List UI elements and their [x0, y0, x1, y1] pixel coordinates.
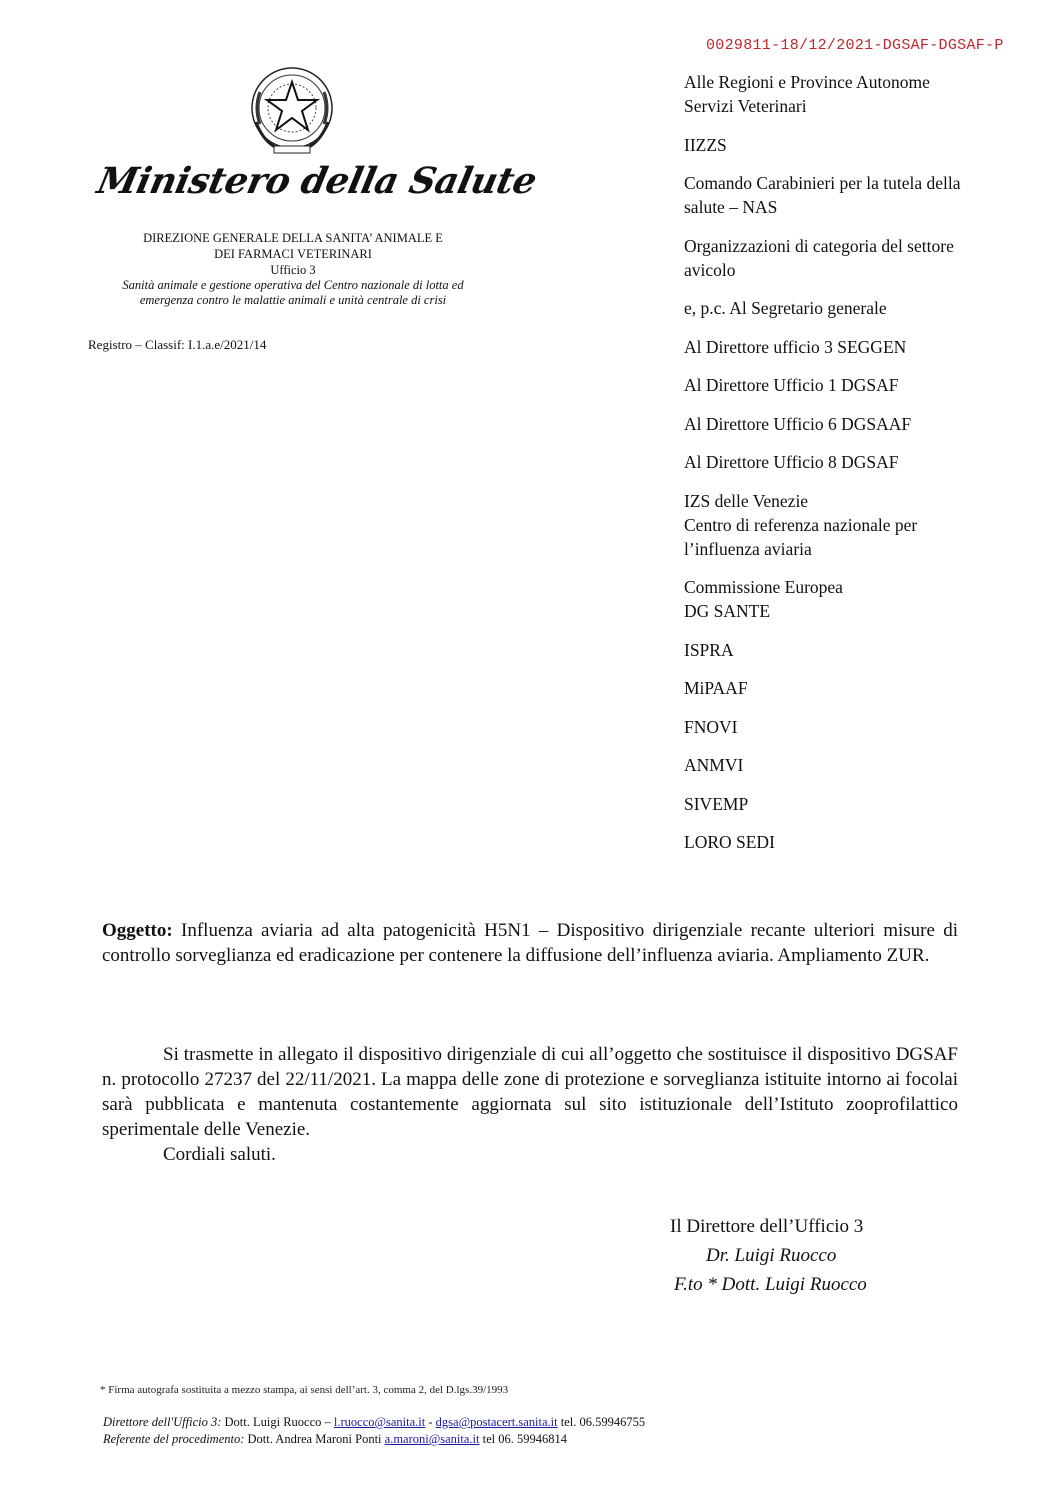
signed-by: F.to * Dott. Luigi Ruocco — [674, 1274, 867, 1295]
body-paragraph: Si trasmette in allegato il dispositivo dirigenziale di cui all’oggetto che sostituisce il dispositivo DGSAF n. protocollo 27237 del 22/11/2021. La mappa delle zone di protezione e sorveglianza istituite intorno ai focolai sarà pubblicata e mantenuta costantemente aggiornata sul sito istituzionale dell’Istituto zooprofilattico sperimentale delle Venezie. — [102, 1044, 958, 1140]
footnote-text: Firma autografa sostituita a mezzo stampa, ai sensi dell’art. 3, comma 2, del D.lgs.39/1993 — [108, 1384, 509, 1396]
protocol-number: 0029811-18/12/2021-DGSAF-DGSAF-P — [706, 37, 1004, 54]
signature-block — [670, 1212, 910, 1299]
signer-title: Il Direttore dell’Ufficio 3 — [670, 1216, 864, 1237]
recipient: Al Direttore Ufficio 6 DGSAAF — [684, 413, 912, 434]
department-block — [88, 230, 498, 308]
footnote — [100, 1384, 508, 1396]
direction-line-2: DEI FARMACI VETERINARI — [214, 247, 372, 261]
director-phone: tel. 06.59946755 — [560, 1415, 646, 1429]
signer-name: Dr. Luigi Ruocco — [706, 1245, 837, 1266]
recipient: IZS delle Venezie Centro di referenza nazionale per l’influenza aviaria — [684, 490, 918, 559]
footer-contacts — [103, 1414, 645, 1448]
closing: Cordiali saluti. — [163, 1144, 276, 1165]
recipient: IIZZS — [684, 134, 727, 155]
letter-body — [102, 1042, 958, 1167]
recipient: Al Direttore Ufficio 8 DGSAF — [684, 452, 899, 472]
director-label: Direttore dell'Ufficio 3: — [103, 1415, 222, 1429]
referent-contact — [103, 1431, 645, 1448]
recipient: Organizzazioni di categoria del settore avicolo — [684, 235, 954, 280]
direction-line-1: DIREZIONE GENERALE DELLA SANITA’ ANIMALE E — [143, 231, 443, 245]
footnote-marker: * — [100, 1384, 106, 1396]
referent-email-link[interactable]: a.maroni@sanita.it — [384, 1432, 480, 1446]
subject — [102, 918, 958, 968]
office-name: Ufficio 3 — [270, 263, 316, 277]
separator: - — [428, 1415, 433, 1429]
recipient: LORO SEDI — [684, 832, 775, 852]
director-email-link[interactable]: l.ruocco@sanita.it — [333, 1415, 426, 1429]
registry-classification: Registro – Classif: I.1.a.e/2021/14 — [88, 337, 267, 352]
referent-label: Referente del procedimento: — [103, 1432, 245, 1446]
ministry-title: Ministero della Salute — [93, 160, 541, 202]
recipient: e, p.c. Al Segretario generale — [684, 298, 887, 318]
subject-text: Influenza aviaria ad alta patogenicità H5N1 – Dispositivo dirigenziale recante ulteriori misure di controllo sorveglianza ed eradicazione per contenere la diffusione dell’influenza aviaria. Ampliamento ZUR. — [102, 920, 959, 966]
recipients-list — [684, 70, 1024, 869]
recipient: Alle Regioni e Province Autonome Servizi Veterinari — [684, 72, 930, 116]
referent-phone: tel 06. 59946814 — [482, 1432, 567, 1446]
recipient: Comando Carabinieri per la tutela della salute – NAS — [684, 173, 961, 217]
recipient: MiPAAF — [684, 678, 748, 698]
office-description-2: emergenza contro le malattie animali e unità centrale di crisi — [139, 293, 447, 307]
recipient: Commissione Europea DG SANTE — [684, 577, 843, 621]
subject-label: Oggetto: — [102, 920, 173, 941]
recipient: SIVEMP — [684, 793, 749, 814]
recipient: ISPRA — [684, 639, 734, 660]
recipient: Al Direttore ufficio 3 SEGGEN — [684, 336, 907, 357]
director-contact — [103, 1414, 645, 1431]
italian-republic-emblem-icon — [246, 62, 338, 158]
recipient: Al Direttore Ufficio 1 DGSAF — [684, 375, 899, 395]
director-name: Dott. Luigi Ruocco – — [224, 1415, 331, 1429]
pec-email-link[interactable]: dgsa@postacert.sanita.it — [435, 1415, 558, 1429]
recipient: FNOVI — [684, 716, 738, 737]
office-description-1: Sanità animale e gestione operativa del Centro nazionale di lotta ed — [122, 278, 464, 292]
referent-name: Dott. Andrea Maroni Ponti — [247, 1432, 382, 1446]
recipient: ANMVI — [684, 755, 744, 775]
